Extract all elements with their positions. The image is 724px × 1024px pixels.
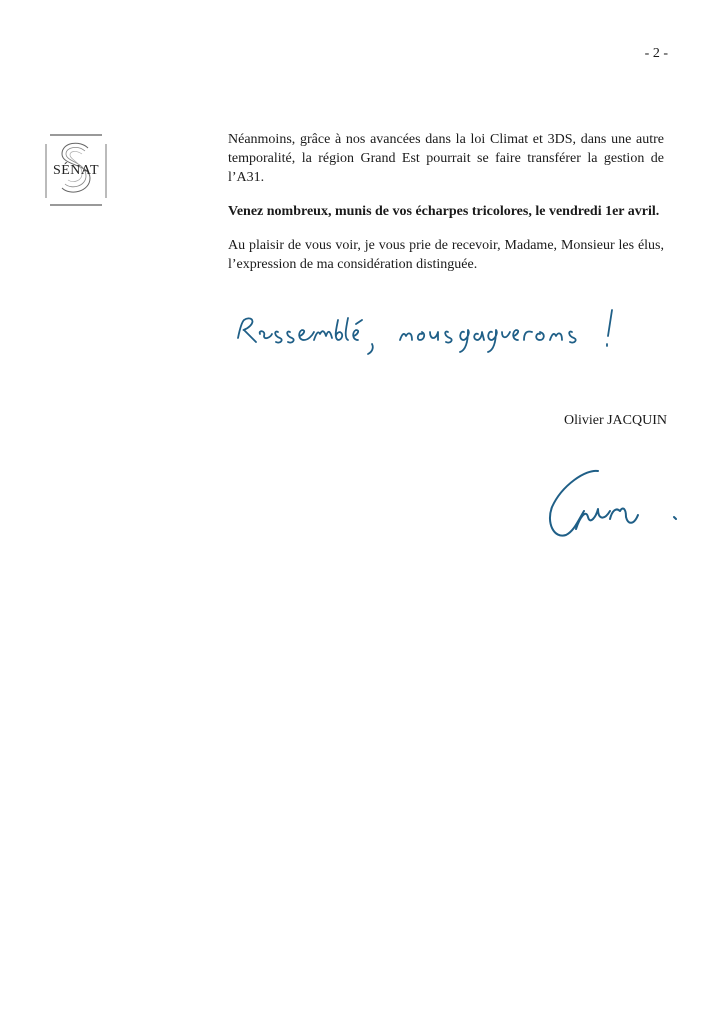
signature-image (540, 455, 690, 555)
handwritten-signature (540, 455, 690, 555)
letter-closing: Au plaisir de vous voir, je vous prie de recevoir, Madame, Monsieur les élus, l’expression de ma considération distinguée. (228, 238, 664, 272)
handwritten-note-image (230, 300, 650, 370)
letter-body (228, 130, 664, 289)
letter-paragraph: Néanmoins, grâce à nos avancées dans la loi Climat et 3DS, dans une autre temporalité, la région Grand Est pourrait se faire transférer la gestion de l’A31. (228, 132, 664, 185)
senat-logo-graphic (40, 132, 112, 208)
signatory-name: Olivier JACQUIN (563, 413, 667, 428)
senat-logo (40, 132, 112, 208)
handwritten-note (230, 300, 650, 370)
letter-paragraph-bold: Venez nombreux, munis de vos écharpes tricolores, le vendredi 1er avril. (228, 204, 660, 219)
svg-text:SÉNAT: SÉNAT (52, 163, 100, 178)
page-number: - 2 - (644, 46, 668, 61)
